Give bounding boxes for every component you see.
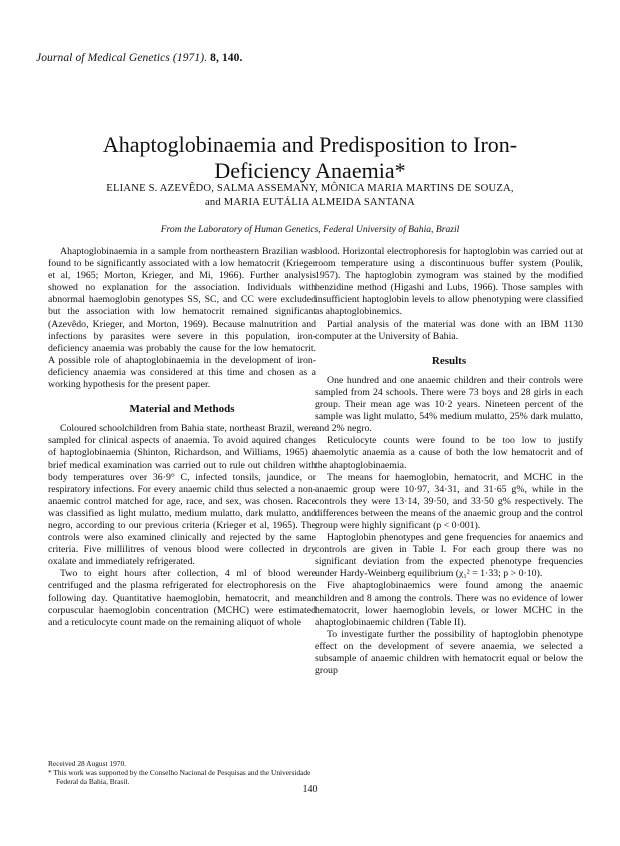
page-number: 140 — [302, 784, 318, 795]
author-list — [40, 182, 580, 209]
journal-citation — [36, 52, 242, 64]
authors-line-2: and MARIA EUTÁLIA ALMEIDA SANTANA — [205, 196, 415, 208]
results-paragraph-4: Haptoglobin phenotypes and gene frequencies for anaemics and controls are given in Table I. For each group there was no significant deviation from the expected phenotype frequencies under Hardy-Weinberg equilibrium (χ₁² = 1·33; p > 0·10). — [315, 532, 583, 580]
title-line-1: Ahaptoglobinaemia and Predisposition to Iron- — [102, 132, 518, 157]
article-title — [40, 132, 580, 184]
results-paragraph-2: Reticulocyte counts were found to be too low to justify haemolytic anaemia as a cause of both the low hematocrit and of the ahaptoglobinaemia. — [315, 435, 583, 471]
affiliation: From the Laboratory of Human Genetics, Federal University of Bahia, Brazil — [160, 224, 460, 235]
received-date: Received 28 August 1970. — [48, 759, 127, 768]
funding-footnote: * This work was supported by the Conselho Nacional de Pesquisas and the Universidade Federal da Bahia, Brasil. — [48, 767, 311, 786]
methods-paragraph-2: Two to eight hours after collection, 4 ml of blood were centrifuged and the plasma refrigerated for electrophoresis on the following day. Quantitative haemoglobin, hematocrit, and mean corpuscular haemoglobin concentration (MCHC) were estimated and a reticulocyte count made on the remaining aliquot of whole — [48, 568, 316, 628]
journal-name: Journal of Medical Genetics (1971). — [36, 52, 208, 64]
volume-page: 8, 140. — [210, 52, 243, 64]
left-column — [48, 246, 316, 629]
methods-paragraph-3: blood. Horizontal electrophoresis for haptoglobin was carried out at room temperature using a discontinuous buffer system (Poulik, 1957). The haptoglobin zymogram was stained by the modified benzidine method (Higashi and Lubs, 1966). Those samples with insufficient haptoglobin levels to allow phenotyping were classified as ahaptoglobinemics. — [315, 246, 583, 318]
results-paragraph-1: One hundred and one anaemic children and their controls were sampled from 24 schools. There were 73 boys and 28 girls in each group. Their mean age was 10·2 years. Nineteen percent of the sample was light mulatto, 54% medium mulatto, 25% dark mulatto, and 2% negro. — [315, 374, 583, 435]
right-column — [315, 246, 583, 677]
results-paragraph-5: Five ahaptoglobinaemics were found among the anaemic children and 8 among the controls. There was no evidence of lower hematocrit, lower haemoglobin levels, or lower MCHC in the ahaptoglobinaemic children (Table II). — [315, 580, 583, 628]
results-heading: Results — [431, 354, 467, 367]
methods-paragraph-4: Partial analysis of the material was done with an IBM 1130 computer at the University of Bahia. — [315, 318, 583, 342]
results-paragraph-3: The means for haemoglobin, hematocrit, and MCHC in the anaemic group were 10·97, 34·31, and 31·65 g%, while in the controls they were 13·14, 39·50, and 33·50 g% respectively. The differences between the means of the anaemic group and the control group were highly significant (p < 0·001). — [315, 471, 583, 531]
authors-line-1: ELIANE S. AZEVÊDO, SALMA ASSEMANY, MÔNICA MARIA MARTINS DE SOUZA, — [106, 183, 514, 194]
footnotes — [48, 760, 316, 786]
methods-paragraph-1: Coloured schoolchildren from Bahia state, northeast Brazil, were sampled for clinical aspects of anaemia. To avoid aquired changes of haptoglobinaemia (Shinton, Richardson, and Williams, 1965) a brief medical examination was carried out to rule out children with body temperatures over 36·9° C, infected tonsils, jaundice, or respiratory infections. For every anaemic child thus selected a non-anaemic control matched for age, race, and sex, was chosen. Race was classified as light mulatto, medium mulatto, dark mulatto, and negro, according to our previous criteria (Krieger et al, 1965). The controls were also examined clinically and rejected by the same criteria. Five millilitres of venous blood were collected in dry oxalate and immediately refrigerated. — [48, 423, 316, 568]
methods-heading: Material and Methods — [129, 403, 235, 416]
title-line-2: Deficiency Anaemia* — [214, 158, 406, 183]
intro-paragraph: Ahaptoglobinaemia in a sample from northeastern Brazilian was found to be significantly associated with a low hematocrit (Krieger et al, 1965; Morton, Krieger, and Mi, 1966). Further analysis showed no explanation for the association. Individuals with abnormal haemoglobin genotypes SS, SC, and CC were excluded but the association with low hematocrit remained significant (Azevêdo, Krieger, and Morton, 1969). Because malnutrition and infections by parasites were severe in this population, iron-deficiency anaemia was probably the cause for the low hematocrit. A possible role of ahaptoglobinaemia in the development of iron-deficiency anaemia was considered at this time and chosen as a working hypothesis for the present paper. — [48, 246, 316, 391]
results-paragraph-6: To investigate further the possibility of haptoglobin phenotype effect on the development of severe anaemia, we selected a subsample of anaemic children with hematocrit equal or below the group — [315, 628, 583, 677]
